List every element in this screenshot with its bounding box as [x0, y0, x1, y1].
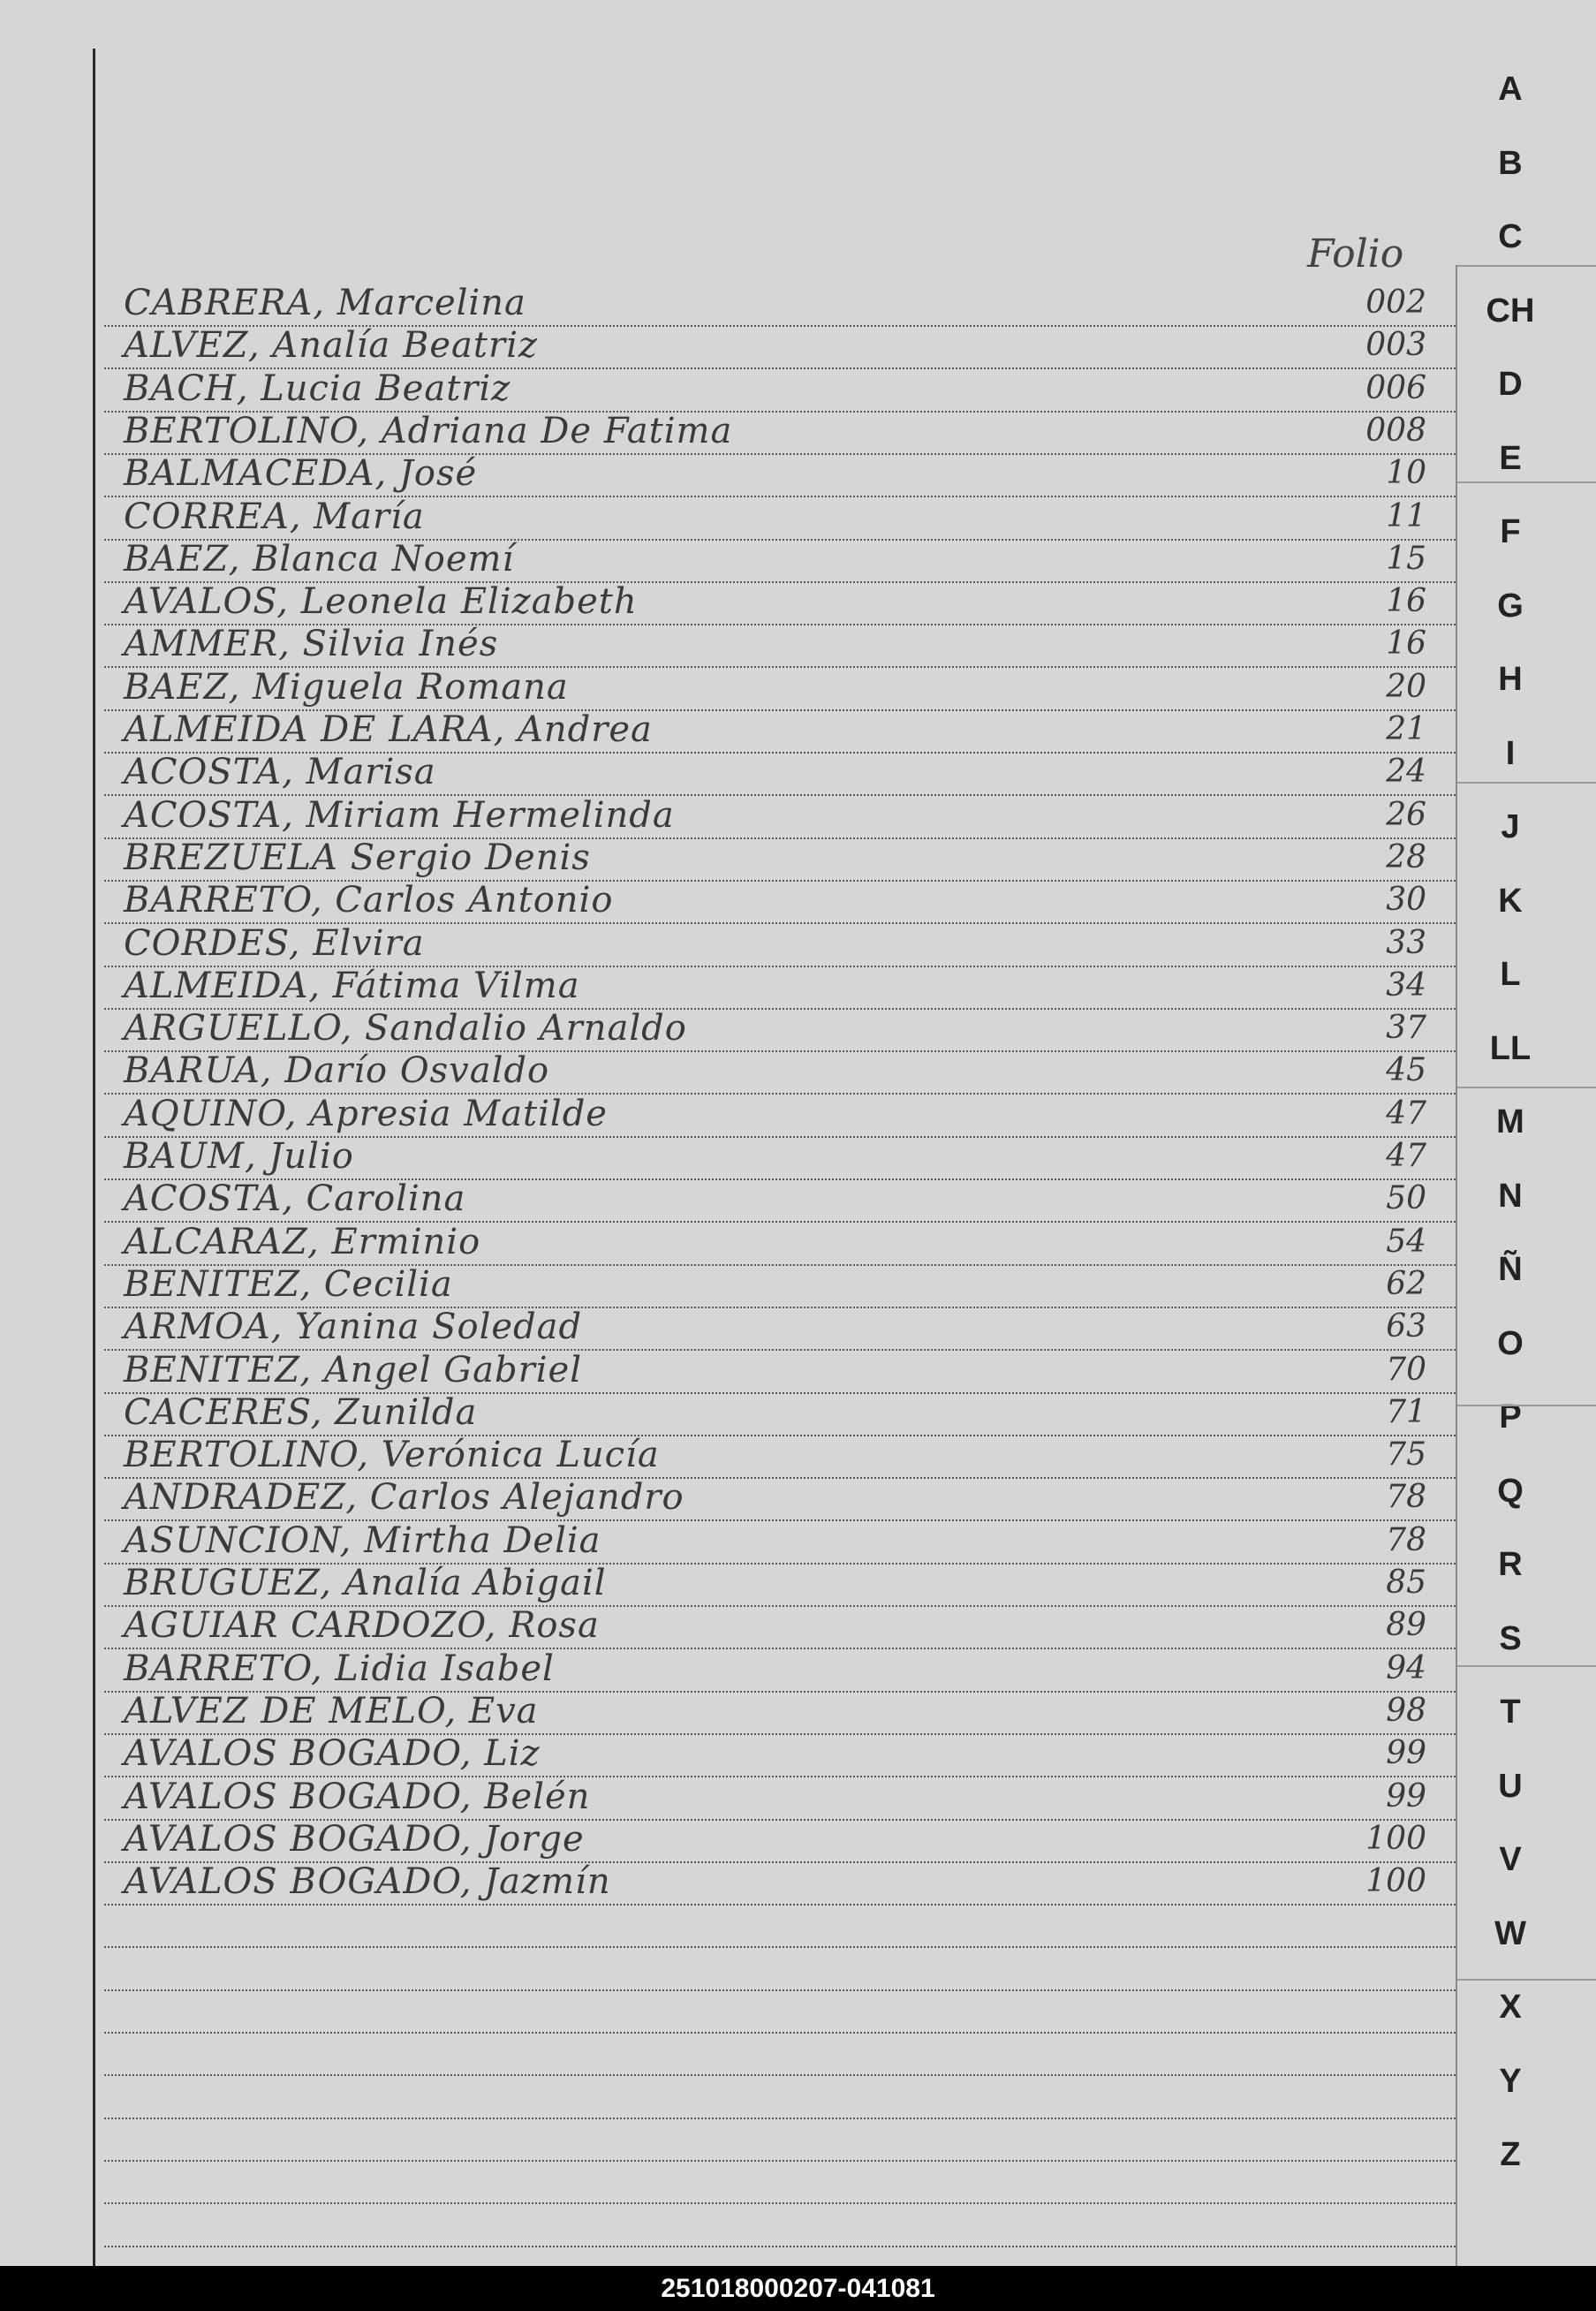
ruled-line	[104, 837, 1456, 839]
entry-folio: 003	[1365, 327, 1426, 364]
entry-name: BERTOLINO, Adriana De Fatima	[124, 410, 733, 451]
tab-divider	[1457, 1979, 1596, 1981]
entry-name: BALMACEDA, José	[124, 453, 478, 495]
entry-folio: 99	[1386, 1735, 1426, 1772]
index-tab-l[interactable]: L	[1500, 956, 1521, 993]
entry-folio: 89	[1386, 1607, 1426, 1644]
entry-folio: 26	[1386, 796, 1426, 833]
index-tab-w[interactable]: W	[1494, 1914, 1526, 1952]
entry-name: BENITEZ, Cecilia	[124, 1263, 453, 1305]
ruled-line	[104, 2202, 1456, 2204]
entry-folio: 10	[1386, 455, 1426, 492]
entry-folio: 33	[1386, 924, 1426, 961]
index-tab-n[interactable]: N	[1498, 1177, 1523, 1215]
ruled-line	[104, 1946, 1456, 1948]
ruled-line	[104, 624, 1456, 625]
index-tab-ñ[interactable]: Ñ	[1498, 1251, 1523, 1288]
index-tab-o[interactable]: O	[1497, 1324, 1524, 1362]
index-tab-i[interactable]: I	[1505, 734, 1516, 772]
tab-divider	[1457, 481, 1596, 483]
index-tab-e[interactable]: E	[1499, 439, 1522, 477]
ruled-line	[104, 922, 1456, 924]
entry-name: BARUA, Darío Osvaldo	[124, 1050, 550, 1092]
ruled-line	[104, 1136, 1456, 1138]
ruled-line	[104, 1178, 1456, 1180]
index-tab-ch[interactable]: CH	[1486, 292, 1535, 330]
ruled-line	[104, 966, 1456, 967]
entry-name: ACOSTA, Marisa	[124, 752, 436, 793]
entry-folio: 20	[1386, 668, 1426, 705]
index-tab-r[interactable]: R	[1498, 1546, 1523, 1583]
entry-folio: 47	[1386, 1138, 1426, 1174]
ruled-line	[104, 794, 1456, 796]
entry-folio: 78	[1386, 1521, 1426, 1558]
entry-folio: 85	[1386, 1565, 1426, 1601]
ruled-line	[104, 666, 1456, 668]
ruled-line	[104, 1392, 1456, 1394]
ruled-line	[104, 1008, 1456, 1010]
ruled-line	[104, 1776, 1456, 1777]
entry-folio: 71	[1386, 1393, 1426, 1430]
entry-name: AVALOS BOGADO, Jorge	[124, 1818, 585, 1860]
entry-folio: 70	[1386, 1351, 1426, 1388]
entry-name: AGUIAR CARDOZO, Rosa	[124, 1605, 600, 1647]
entry-name: BRUGUEZ, Analía Abigail	[124, 1563, 607, 1603]
document-code-footer: 251018000207-041081	[0, 2266, 1596, 2311]
entry-name: ALVEZ, Analía Beatriz	[124, 325, 538, 367]
entry-name: ARMOA, Yanina Soledad	[124, 1307, 583, 1348]
entry-folio: 45	[1386, 1052, 1426, 1089]
entry-name: BAEZ, Miguela Romana	[124, 666, 569, 708]
tab-divider	[1457, 265, 1596, 267]
ruled-line	[104, 1605, 1456, 1607]
entry-name: AVALOS BOGADO, Liz	[124, 1733, 541, 1775]
entry-folio: 50	[1386, 1180, 1426, 1217]
index-tab-b[interactable]: B	[1498, 144, 1523, 182]
entry-name: ANDRADEZ, Carlos Alejandro	[124, 1477, 685, 1519]
index-tab-u[interactable]: U	[1498, 1767, 1523, 1805]
ruled-line	[104, 581, 1456, 583]
entry-name: ALVEZ DE MELO, Eva	[124, 1690, 539, 1731]
entry-name: ACOSTA, Carolina	[124, 1178, 466, 1220]
index-tab-ll[interactable]: LL	[1489, 1029, 1532, 1067]
entry-name: AMMER, Silvia Inés	[124, 624, 499, 665]
ruled-line	[104, 2032, 1456, 2034]
index-tab-d[interactable]: D	[1498, 366, 1523, 403]
entry-name: BENITEZ, Angel Gabriel	[124, 1349, 583, 1390]
entry-name: CACERES, Zunilda	[124, 1391, 478, 1433]
ruled-line	[104, 1050, 1456, 1052]
entry-folio: 21	[1386, 711, 1426, 747]
index-tab-p[interactable]: P	[1499, 1398, 1522, 1436]
entry-name: AVALOS BOGADO, Belén	[124, 1776, 591, 1817]
index-tab-y[interactable]: Y	[1499, 2062, 1522, 2100]
folio-column-header: Folio	[1307, 231, 1404, 277]
index-tab-v[interactable]: V	[1499, 1841, 1522, 1878]
ruled-line	[104, 411, 1456, 413]
entry-folio: 63	[1386, 1308, 1426, 1345]
left-margin-line	[93, 49, 95, 2266]
entry-folio: 98	[1386, 1692, 1426, 1729]
entry-folio: 30	[1386, 882, 1426, 919]
tab-divider	[1457, 1087, 1596, 1088]
ruled-line	[104, 709, 1456, 711]
entry-folio: 34	[1386, 966, 1426, 1004]
index-tab-j[interactable]: J	[1501, 808, 1520, 845]
entry-name: BACH, Lucia Beatriz	[124, 367, 511, 409]
entry-folio: 94	[1386, 1649, 1426, 1686]
index-tab-c[interactable]: C	[1498, 218, 1523, 255]
ruled-line	[104, 1221, 1456, 1223]
tab-divider	[1457, 1665, 1596, 1667]
ruled-line	[104, 1519, 1456, 1521]
tab-divider	[1457, 1405, 1596, 1406]
ruled-line	[104, 1349, 1456, 1351]
entry-name: BARRETO, Lidia Isabel	[124, 1648, 555, 1689]
ruled-line	[104, 1093, 1456, 1095]
entry-name: ARGUELLO, Sandalio Arnaldo	[124, 1008, 687, 1049]
entry-name: AVALOS BOGADO, Jazmín	[124, 1861, 611, 1903]
entry-folio: 47	[1386, 1095, 1426, 1132]
ruled-line	[104, 2160, 1456, 2162]
ruled-line	[104, 2118, 1456, 2119]
entry-folio: 15	[1386, 540, 1426, 577]
ruled-line	[104, 325, 1456, 327]
ruled-line	[104, 453, 1456, 455]
ruled-line	[104, 1861, 1456, 1863]
ruled-line	[104, 2074, 1456, 2076]
entry-folio: 78	[1386, 1479, 1426, 1516]
entry-folio: 100	[1365, 1863, 1426, 1900]
index-tab-t[interactable]: T	[1500, 1693, 1521, 1731]
ruled-line	[104, 1648, 1456, 1649]
entry-name: BREZUELA Sergio Denis	[124, 837, 591, 878]
entry-folio: 006	[1365, 369, 1426, 406]
tab-divider	[1457, 782, 1596, 784]
index-tab-f[interactable]: F	[1500, 513, 1521, 550]
index-tab-g[interactable]: G	[1497, 587, 1524, 625]
entry-folio: 75	[1386, 1436, 1426, 1474]
ruled-line	[104, 880, 1456, 882]
entry-name: ACOSTA, Miriam Hermelinda	[124, 794, 675, 836]
ruled-line	[104, 752, 1456, 754]
ruled-line	[104, 1477, 1456, 1479]
entry-folio: 99	[1386, 1777, 1426, 1815]
ruled-line	[104, 496, 1456, 497]
ruled-line	[104, 1435, 1456, 1436]
index-tab-h[interactable]: H	[1498, 661, 1523, 698]
ruled-line	[104, 1264, 1456, 1266]
entry-name: AQUINO, Apresia Matilde	[124, 1093, 608, 1134]
entry-name: BAEZ, Blanca Noemí	[124, 538, 515, 580]
entry-folio: 37	[1386, 1010, 1426, 1047]
index-tab-m[interactable]: M	[1496, 1103, 1524, 1140]
entry-folio: 16	[1386, 625, 1426, 663]
ruled-line	[104, 2246, 1456, 2247]
entry-folio: 54	[1386, 1223, 1426, 1260]
index-tab-s[interactable]: S	[1499, 1619, 1522, 1657]
alphabet-index-tabs	[1444, 53, 1596, 2266]
index-tab-k[interactable]: K	[1498, 882, 1523, 920]
entry-folio: 28	[1386, 838, 1426, 875]
ruled-line	[104, 539, 1456, 541]
entry-name: AVALOS, Leonela Elizabeth	[124, 581, 638, 623]
ruled-line	[104, 1691, 1456, 1693]
entry-name: BARRETO, Carlos Antonio	[124, 880, 614, 921]
ruled-line	[104, 1733, 1456, 1735]
entry-folio: 002	[1365, 284, 1426, 321]
entry-name: ALCARAZ, Erminio	[124, 1221, 481, 1262]
entry-name: CABRERA, Marcelina	[124, 283, 526, 323]
ruled-line	[104, 1563, 1456, 1565]
entry-name: ALMEIDA DE LARA, Andrea	[124, 709, 653, 750]
ruled-line	[104, 367, 1456, 369]
entry-folio: 24	[1386, 754, 1426, 791]
index-tab-a[interactable]: A	[1498, 71, 1523, 108]
entry-name: CORDES, Elvira	[124, 922, 425, 964]
index-tab-z[interactable]: Z	[1500, 2136, 1521, 2173]
ruled-line	[104, 1819, 1456, 1821]
entry-folio: 16	[1386, 583, 1426, 620]
ruled-line	[104, 1904, 1456, 1906]
entry-folio: 11	[1386, 497, 1426, 534]
entry-name: BERTOLINO, Verónica Lucía	[124, 1435, 660, 1476]
entry-folio: 100	[1365, 1820, 1426, 1857]
ruled-line	[104, 1307, 1456, 1308]
index-tab-x[interactable]: X	[1499, 1989, 1522, 2026]
entry-name: ASUNCION, Mirtha Delia	[124, 1519, 601, 1561]
index-tab-q[interactable]: Q	[1497, 1472, 1524, 1510]
entry-name: ALMEIDA, Fátima Vilma	[124, 965, 580, 1006]
entry-name: CORREA, María	[124, 496, 425, 537]
entry-folio: 62	[1386, 1265, 1426, 1302]
entry-name: BAUM, Julio	[124, 1136, 354, 1177]
ruled-line	[104, 1989, 1456, 1991]
entry-folio: 008	[1365, 412, 1426, 449]
